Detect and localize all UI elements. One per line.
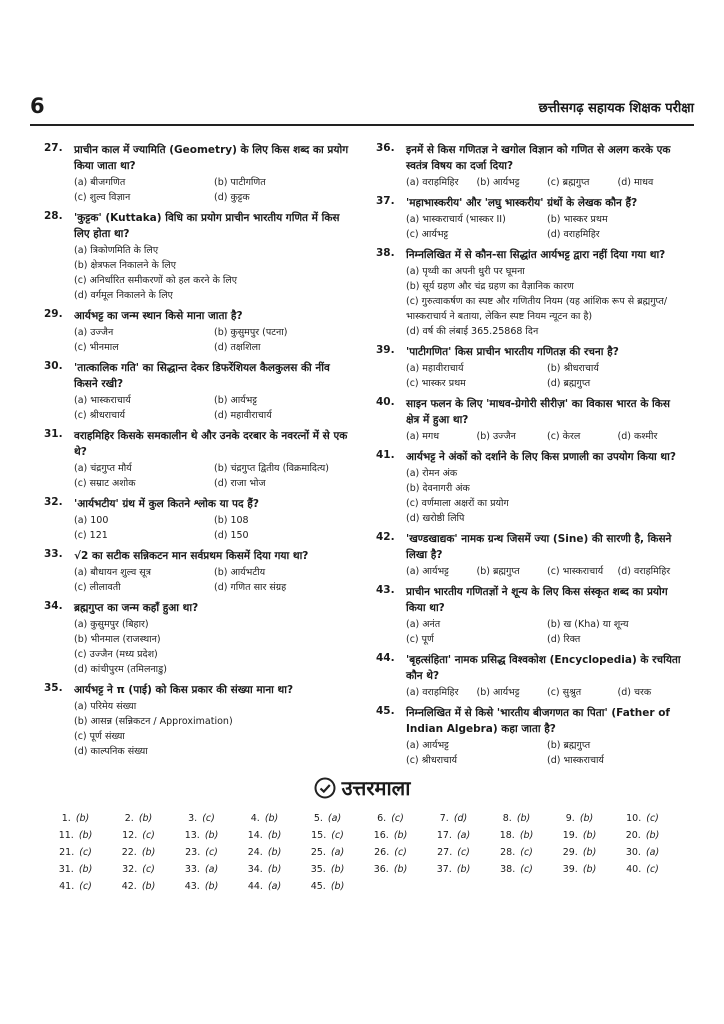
answer-key-entry xyxy=(548,812,611,825)
answer-value: (b) xyxy=(582,847,597,858)
answer-option: (d) कांचीपुरम (तमिलनाडु) xyxy=(74,664,167,675)
question-number: 28. xyxy=(44,210,63,222)
question-item xyxy=(44,308,350,355)
answer-value: (b) xyxy=(582,830,597,841)
answer-value: (b) xyxy=(204,830,219,841)
answer-option: (c) भास्कराचार्य xyxy=(547,566,604,577)
answer-option: (b) ब्रह्मगुप्त xyxy=(476,566,520,577)
question-text: 'महाभास्करीय' और 'लघु भास्करीय' ग्रंथों के लेखक कौन हैं? xyxy=(406,197,638,209)
answer-value: (b) xyxy=(519,830,534,841)
question-text: 'आर्यभटीय' ग्रंथ में कुल कितने श्लोक या पद हैं? xyxy=(74,498,259,510)
answer-option: (d) वर्गमूल निकालने के लिए xyxy=(74,290,173,301)
question-number: 33. xyxy=(44,548,63,560)
answer-option: (b) ब्रह्मगुप्त xyxy=(547,740,591,751)
question-number: 38. xyxy=(376,247,395,259)
answer-key-entry xyxy=(44,829,107,842)
question-item xyxy=(376,396,684,444)
question-item xyxy=(44,210,350,303)
answer-option: (d) भास्कराचार्य xyxy=(547,755,604,766)
answer-key-entry xyxy=(611,863,674,876)
answer-key-title xyxy=(0,774,724,801)
answer-key-entry xyxy=(296,863,359,876)
answer-value: (c) xyxy=(520,847,533,858)
answer-option: (a) त्रिकोणमिति के लिए xyxy=(74,245,159,256)
answer-option: (b) आर्यभट्ट xyxy=(476,687,520,698)
answer-option: (c) वर्णमाला अक्षरों का प्रयोग xyxy=(406,498,509,509)
question-item xyxy=(44,142,350,205)
options-group xyxy=(406,564,684,579)
answer-question-number: 25. xyxy=(310,847,326,858)
answer-option: (c) भास्कर प्रथम xyxy=(406,378,466,389)
answer-value: (a) xyxy=(267,881,282,892)
answer-option: (b) कुसुमपुर (पटना) xyxy=(214,327,288,338)
options-group xyxy=(74,325,350,355)
options-group xyxy=(406,264,684,339)
answer-key-entry xyxy=(233,812,296,825)
answer-option: (d) कुट्टक xyxy=(214,192,250,203)
answer-value: (b) xyxy=(141,881,156,892)
answer-question-number: 23. xyxy=(185,847,201,858)
answer-option: (d) गणित सार संग्रह xyxy=(214,582,287,593)
answer-option: (b) आर्यभट्ट xyxy=(476,177,520,188)
answer-question-number: 35. xyxy=(310,864,326,875)
answer-key-entry xyxy=(44,880,107,893)
question-text: साइन फलन के लिए 'माधव-ग्रेगोरी सीरीज़' का विकास भारत के किस क्षेत्र में हुआ था? xyxy=(406,398,670,426)
answer-value: (b) xyxy=(330,881,345,892)
answer-question-number: 21. xyxy=(59,847,75,858)
question-text: 'कुट्टक' (Kuttaka) विधि का प्रयोग प्राचीन भारतीय गणित में किस लिए होता था? xyxy=(74,212,340,240)
answer-option: (a) वराहमिहिर xyxy=(406,177,459,188)
answer-question-number: 4. xyxy=(250,813,260,824)
answer-value: (c) xyxy=(142,864,155,875)
answer-option: (a) आर्यभट्ट xyxy=(406,566,449,577)
answer-value: (b) xyxy=(78,830,93,841)
answer-question-number: 29. xyxy=(562,847,578,858)
question-item xyxy=(376,584,684,647)
answer-value: (b) xyxy=(330,864,345,875)
answer-question-number: 2. xyxy=(124,813,134,824)
answer-value: (a) xyxy=(456,830,471,841)
question-text: 'तात्कालिक गति' का सिद्धान्त देकर डिफरेंशियल कैलकुलस की नींव किसने रखी? xyxy=(74,362,330,390)
answer-option: (c) केरल xyxy=(547,431,581,442)
answer-value: (c) xyxy=(79,881,92,892)
answer-value: (c) xyxy=(646,864,659,875)
question-number: 43. xyxy=(376,584,395,596)
answer-option: (d) राजा भोज xyxy=(214,478,266,489)
question-item xyxy=(376,344,684,391)
answer-key-entry xyxy=(611,812,674,825)
question-item xyxy=(376,652,684,700)
answer-option: (c) उज्जैन (मध्य प्रदेश) xyxy=(74,649,158,660)
answer-option: (a) बौधायन शुल्व सूत्र xyxy=(74,567,151,578)
answer-key-entry xyxy=(422,863,485,876)
answer-option: (a) मगध xyxy=(406,431,440,442)
question-text: आर्यभट्ट ने π (पाई) को किस प्रकार की संख्या माना था? xyxy=(74,684,294,696)
question-number: 31. xyxy=(44,428,63,440)
answer-question-number: 20. xyxy=(625,830,641,841)
answer-option: (d) चरक xyxy=(617,687,652,698)
answer-question-number: 17. xyxy=(436,830,452,841)
answer-question-number: 16. xyxy=(373,830,389,841)
answer-option: (d) वर्ष की लंबाई 365.25868 दिन xyxy=(406,326,539,337)
answer-value: (c) xyxy=(646,813,659,824)
answer-key-entry xyxy=(296,812,359,825)
answer-key-entry xyxy=(548,863,611,876)
options-group xyxy=(74,175,350,205)
question-number: 40. xyxy=(376,396,395,408)
answer-key-grid xyxy=(44,812,674,893)
question-number: 30. xyxy=(44,360,63,372)
answer-value: (c) xyxy=(205,847,218,858)
answer-value: (b) xyxy=(78,864,93,875)
answer-key-entry xyxy=(359,846,422,859)
question-number: 27. xyxy=(44,142,63,154)
question-text: 'पाटीगणित' किस प्राचीन भारतीय गणितज्ञ की रचना है? xyxy=(406,346,619,358)
answer-value: (b) xyxy=(138,813,153,824)
options-group xyxy=(74,565,350,595)
answer-value: (c) xyxy=(457,847,470,858)
answer-option: (a) बीजगणित xyxy=(74,177,126,188)
answer-option: (c) आर्यभट्ट xyxy=(406,229,449,240)
answer-value: (a) xyxy=(330,847,345,858)
question-number: 41. xyxy=(376,449,395,461)
answer-question-number: 5. xyxy=(313,813,323,824)
page-number: 6 xyxy=(30,94,45,118)
answer-key-entry xyxy=(548,846,611,859)
answer-value: (b) xyxy=(516,813,531,824)
question-number: 44. xyxy=(376,652,395,664)
question-text: ब्रह्मगुप्त का जन्म कहाँ हुआ था? xyxy=(74,602,199,614)
answer-option: (a) उज्जैन xyxy=(74,327,114,338)
answer-option: (b) सूर्य ग्रहण और चंद्र ग्रहण का वैज्ञानिक कारण xyxy=(406,281,574,292)
answer-question-number: 14. xyxy=(247,830,263,841)
answer-key-entry xyxy=(233,829,296,842)
options-group xyxy=(406,466,684,526)
answer-value: (a) xyxy=(204,864,219,875)
question-item xyxy=(376,531,684,579)
question-number: 32. xyxy=(44,496,63,508)
answer-option: (d) कश्मीर xyxy=(617,431,658,442)
answer-value: (c) xyxy=(142,830,155,841)
question-text: प्राचीन भारतीय गणितज्ञों ने शून्य के लिए किस संस्कृत शब्द का प्रयोग किया था? xyxy=(406,586,668,614)
question-number: 36. xyxy=(376,142,395,154)
answer-option: (b) ख (Kha) या शून्य xyxy=(547,619,629,630)
question-text: इनमें से किस गणितज्ञ ने खगोल विज्ञान को गणित से अलग करके एक स्वतंत्र विषय का दर्जा दिया? xyxy=(406,144,671,172)
answer-key-entry xyxy=(359,829,422,842)
answer-option: (d) वराहमिहिर xyxy=(617,566,671,577)
answer-option: (b) 108 xyxy=(214,515,249,526)
answer-option: (d) महावीराचार्य xyxy=(214,410,272,421)
answer-key-entry xyxy=(485,846,548,859)
questions-right-column xyxy=(376,142,684,773)
answer-value: (b) xyxy=(75,813,90,824)
answer-option: (d) वराहमिहिर xyxy=(547,229,600,240)
answer-option: (d) ब्रह्मगुप्त xyxy=(547,378,591,389)
question-text: प्राचीन काल में ज्यामिति (Geometry) के लिए किस शब्द का प्रयोग किया जाता था? xyxy=(74,144,349,172)
answer-option: (c) ब्रह्मगुप्त xyxy=(547,177,590,188)
question-text: 'खण्डखाद्यक' नामक ग्रन्थ जिसमें ज्या (Sine) की सारणी है, किसने लिखा है? xyxy=(406,533,672,561)
options-group xyxy=(406,175,684,190)
options-group xyxy=(74,461,350,491)
answer-key-entry xyxy=(107,880,170,893)
answer-option: (c) पूर्ण संख्या xyxy=(74,731,125,742)
answer-question-number: 33. xyxy=(184,864,200,875)
answer-question-number: 24. xyxy=(247,847,263,858)
answer-value: (d) xyxy=(453,813,468,824)
question-number: 39. xyxy=(376,344,395,356)
question-number: 29. xyxy=(44,308,63,320)
answer-key-entry xyxy=(611,829,674,842)
answer-question-number: 3. xyxy=(188,813,198,824)
question-item xyxy=(376,449,684,526)
answer-key-entry xyxy=(170,863,233,876)
answer-question-number: 27. xyxy=(437,847,453,858)
answer-question-number: 28. xyxy=(500,847,516,858)
answer-question-number: 30. xyxy=(625,847,641,858)
answer-option: (b) आर्यभटीय xyxy=(214,567,266,578)
answer-option: (a) रोमन अंक xyxy=(406,468,458,479)
answer-option: (d) काल्पनिक संख्या xyxy=(74,746,148,757)
question-number: 45. xyxy=(376,705,395,717)
answer-value: (a) xyxy=(327,813,342,824)
answer-question-number: 6. xyxy=(377,813,387,824)
answer-key-entry xyxy=(359,863,422,876)
question-item xyxy=(44,682,350,759)
answer-question-number: 32. xyxy=(122,864,138,875)
answer-key-entry xyxy=(44,812,107,825)
answer-question-number: 18. xyxy=(499,830,515,841)
question-item xyxy=(376,705,684,768)
answer-question-number: 40. xyxy=(626,864,642,875)
answer-value: (b) xyxy=(582,864,597,875)
answer-question-number: 22. xyxy=(121,847,137,858)
answer-question-number: 1. xyxy=(61,813,71,824)
answer-option: (c) सुश्रुत xyxy=(547,687,582,698)
answer-value: (b) xyxy=(141,847,156,858)
question-number: 42. xyxy=(376,531,395,543)
question-item xyxy=(44,600,350,677)
answer-question-number: 26. xyxy=(374,847,390,858)
answer-option: (a) अनंत xyxy=(406,619,441,630)
question-item xyxy=(44,496,350,543)
answer-question-number: 41. xyxy=(59,881,75,892)
answer-value: (c) xyxy=(202,813,215,824)
question-item xyxy=(376,247,684,339)
options-group xyxy=(74,617,350,677)
options-group xyxy=(406,212,684,242)
answer-option: (a) चंद्रगुप्त मौर्य xyxy=(74,463,132,474)
answer-option: (c) लीलावती xyxy=(74,582,121,593)
answer-question-number: 34. xyxy=(247,864,263,875)
answer-key-entry xyxy=(485,812,548,825)
answer-option: (a) भास्कराचार्य (भास्कर II) xyxy=(406,214,506,225)
answer-option: (d) 150 xyxy=(214,530,249,541)
question-text: √2 का सटीक सन्निकटन मान सर्वप्रथम किसमें दिया गया था? xyxy=(74,550,309,562)
answer-key-entry xyxy=(359,812,422,825)
answer-option: (d) माधव xyxy=(617,177,654,188)
answer-option: (b) पाटीगणित xyxy=(214,177,266,188)
answer-option: (d) खरोष्ठी लिपि xyxy=(406,513,465,524)
answer-value: (c) xyxy=(391,813,404,824)
options-group xyxy=(406,617,684,647)
header-rule xyxy=(30,124,694,126)
answer-key-entry xyxy=(548,829,611,842)
answer-key-entry xyxy=(422,812,485,825)
answer-key-heading: उत्तरमाला xyxy=(341,776,411,800)
check-circle-icon xyxy=(314,777,336,799)
answer-option: (a) 100 xyxy=(74,515,109,526)
answer-key-entry xyxy=(422,846,485,859)
options-group xyxy=(406,361,684,391)
answer-option: (d) तक्षशिला xyxy=(214,342,261,353)
answer-question-number: 13. xyxy=(184,830,200,841)
answer-option: (c) गुरुत्वाकर्षण का स्पष्ट और गणितीय नियम (यह आंशिक रूप से ब्रह्मगुप्त/भास्कराचार्य ने बताया, लेकिन स्पष्ट नियम न्यूटन का है) xyxy=(406,296,668,322)
answer-key-entry xyxy=(296,846,359,859)
answer-question-number: 36. xyxy=(373,864,389,875)
answer-option: (b) देवनागरी अंक xyxy=(406,483,470,494)
answer-key-entry xyxy=(107,846,170,859)
answer-option: (a) परिमेय संख्या xyxy=(74,701,137,712)
answer-key-entry xyxy=(485,863,548,876)
answer-key-entry xyxy=(107,812,170,825)
answer-option: (b) क्षेत्रफल निकालने के लिए xyxy=(74,260,176,271)
answer-value: (b) xyxy=(456,864,471,875)
options-group xyxy=(406,738,684,768)
answer-value: (b) xyxy=(204,881,219,892)
answer-option: (a) भास्कराचार्य xyxy=(74,395,131,406)
answer-question-number: 38. xyxy=(500,864,516,875)
page-header-title: छत्तीसगढ़ सहायक शिक्षक परीक्षा xyxy=(538,101,694,116)
answer-option: (a) कुसुमपुर (बिहार) xyxy=(74,619,149,630)
question-text: आर्यभट्ट का जन्म स्थान किसे माना जाता है? xyxy=(74,310,243,322)
answer-value: (c) xyxy=(520,864,533,875)
answer-value: (c) xyxy=(394,847,407,858)
answer-question-number: 31. xyxy=(58,864,74,875)
answer-value: (b) xyxy=(267,847,282,858)
answer-option: (c) श्रीधराचार्य xyxy=(406,755,458,766)
question-text: निम्नलिखित में से किसे 'भारतीय बीजगणत का पिता' (Father of Indian Algebra) कहा जाता है? xyxy=(406,707,671,735)
answer-key-entry xyxy=(107,829,170,842)
answer-option: (c) 121 xyxy=(74,530,108,541)
answer-key-entry xyxy=(170,829,233,842)
answer-question-number: 11. xyxy=(58,830,74,841)
answer-option: (a) वराहमिहिर xyxy=(406,687,459,698)
answer-option: (b) भीनमाल (राजस्थान) xyxy=(74,634,161,645)
answer-option: (c) भीनमाल xyxy=(74,342,119,353)
answer-value: (b) xyxy=(579,813,594,824)
answer-option: (a) आर्यभट्ट xyxy=(406,740,449,751)
answer-option: (a) महावीराचार्य xyxy=(406,363,464,374)
answer-key-entry xyxy=(296,880,359,893)
answer-key-entry xyxy=(422,829,485,842)
answer-option: (c) अनिर्धारित समीकरणों को हल करने के लिए xyxy=(74,275,238,286)
answer-option: (c) सम्राट अशोक xyxy=(74,478,136,489)
question-number: 35. xyxy=(44,682,63,694)
answer-value: (a) xyxy=(645,847,660,858)
question-item xyxy=(44,360,350,423)
answer-option: (c) पूर्ण xyxy=(406,634,434,645)
question-item xyxy=(376,195,684,242)
answer-question-number: 37. xyxy=(436,864,452,875)
answer-option: (d) रिक्त xyxy=(547,634,581,645)
answer-question-number: 7. xyxy=(439,813,449,824)
answer-value: (b) xyxy=(267,830,282,841)
answer-option: (b) चंद्रगुप्त द्वितीय (विक्रमादित्य) xyxy=(214,463,329,474)
options-group xyxy=(74,699,350,759)
answer-value: (b) xyxy=(393,864,408,875)
answer-question-number: 43. xyxy=(184,881,200,892)
question-text: 'बृहत्संहिता' नामक प्रसिद्ध विश्वकोश (Encyclopedia) के रचयिता कौन थे? xyxy=(406,654,681,682)
answer-key-entry xyxy=(296,829,359,842)
answer-value: (b) xyxy=(264,813,279,824)
answer-option: (c) श्रीधराचार्य xyxy=(74,410,126,421)
answer-key-entry xyxy=(170,880,233,893)
options-group xyxy=(406,429,684,444)
answer-question-number: 39. xyxy=(562,864,578,875)
answer-question-number: 9. xyxy=(565,813,575,824)
question-item xyxy=(44,428,350,491)
answer-option: (b) आर्यभट्ट xyxy=(214,395,258,406)
answer-key-entry xyxy=(233,863,296,876)
answer-question-number: 42. xyxy=(121,881,137,892)
answer-option: (b) श्रीधराचार्य xyxy=(547,363,599,374)
options-group xyxy=(74,393,350,423)
answer-key-entry xyxy=(44,846,107,859)
questions-left-column xyxy=(44,142,350,764)
answer-value: (b) xyxy=(393,830,408,841)
question-item xyxy=(376,142,684,190)
answer-key-entry xyxy=(485,829,548,842)
answer-question-number: 10. xyxy=(626,813,642,824)
answer-question-number: 44. xyxy=(247,881,263,892)
answer-key-entry xyxy=(611,846,674,859)
answer-option: (c) शुल्व विज्ञान xyxy=(74,192,131,203)
answer-value: (c) xyxy=(79,847,92,858)
answer-key-entry xyxy=(44,863,107,876)
question-text: निम्नलिखित में से कौन-सा सिद्धांत आर्यभट्ट द्वारा नहीं दिया गया था? xyxy=(406,249,666,261)
question-number: 34. xyxy=(44,600,63,612)
options-group xyxy=(74,243,350,303)
options-group xyxy=(406,685,684,700)
answer-key-entry xyxy=(107,863,170,876)
answer-option: (a) पृथ्वी का अपनी धुरी पर घूमना xyxy=(406,266,525,277)
answer-key-entry xyxy=(170,846,233,859)
answer-key-entry xyxy=(233,880,296,893)
question-item xyxy=(44,548,350,595)
answer-question-number: 12. xyxy=(122,830,138,841)
answer-value: (c) xyxy=(331,830,344,841)
answer-key-entry xyxy=(170,812,233,825)
answer-question-number: 8. xyxy=(502,813,512,824)
question-number: 37. xyxy=(376,195,395,207)
question-text: वराहमिहिर किसके समकालीन थे और उनके दरबार के नवरत्नों में से एक थे? xyxy=(74,430,348,458)
answer-option: (b) आसन्न (सन्निकटन / Approximation) xyxy=(74,716,233,727)
answer-option: (b) उज्जैन xyxy=(476,431,516,442)
answer-question-number: 15. xyxy=(311,830,327,841)
answer-question-number: 19. xyxy=(562,830,578,841)
answer-value: (b) xyxy=(645,830,660,841)
answer-key-entry xyxy=(233,846,296,859)
answer-question-number: 45. xyxy=(310,881,326,892)
answer-option: (b) भास्कर प्रथम xyxy=(547,214,608,225)
question-text: आर्यभट्ट ने अंकों को दर्शाने के लिए किस प्रणाली का उपयोग किया था? xyxy=(406,451,676,463)
options-group xyxy=(74,513,350,543)
answer-value: (b) xyxy=(267,864,282,875)
